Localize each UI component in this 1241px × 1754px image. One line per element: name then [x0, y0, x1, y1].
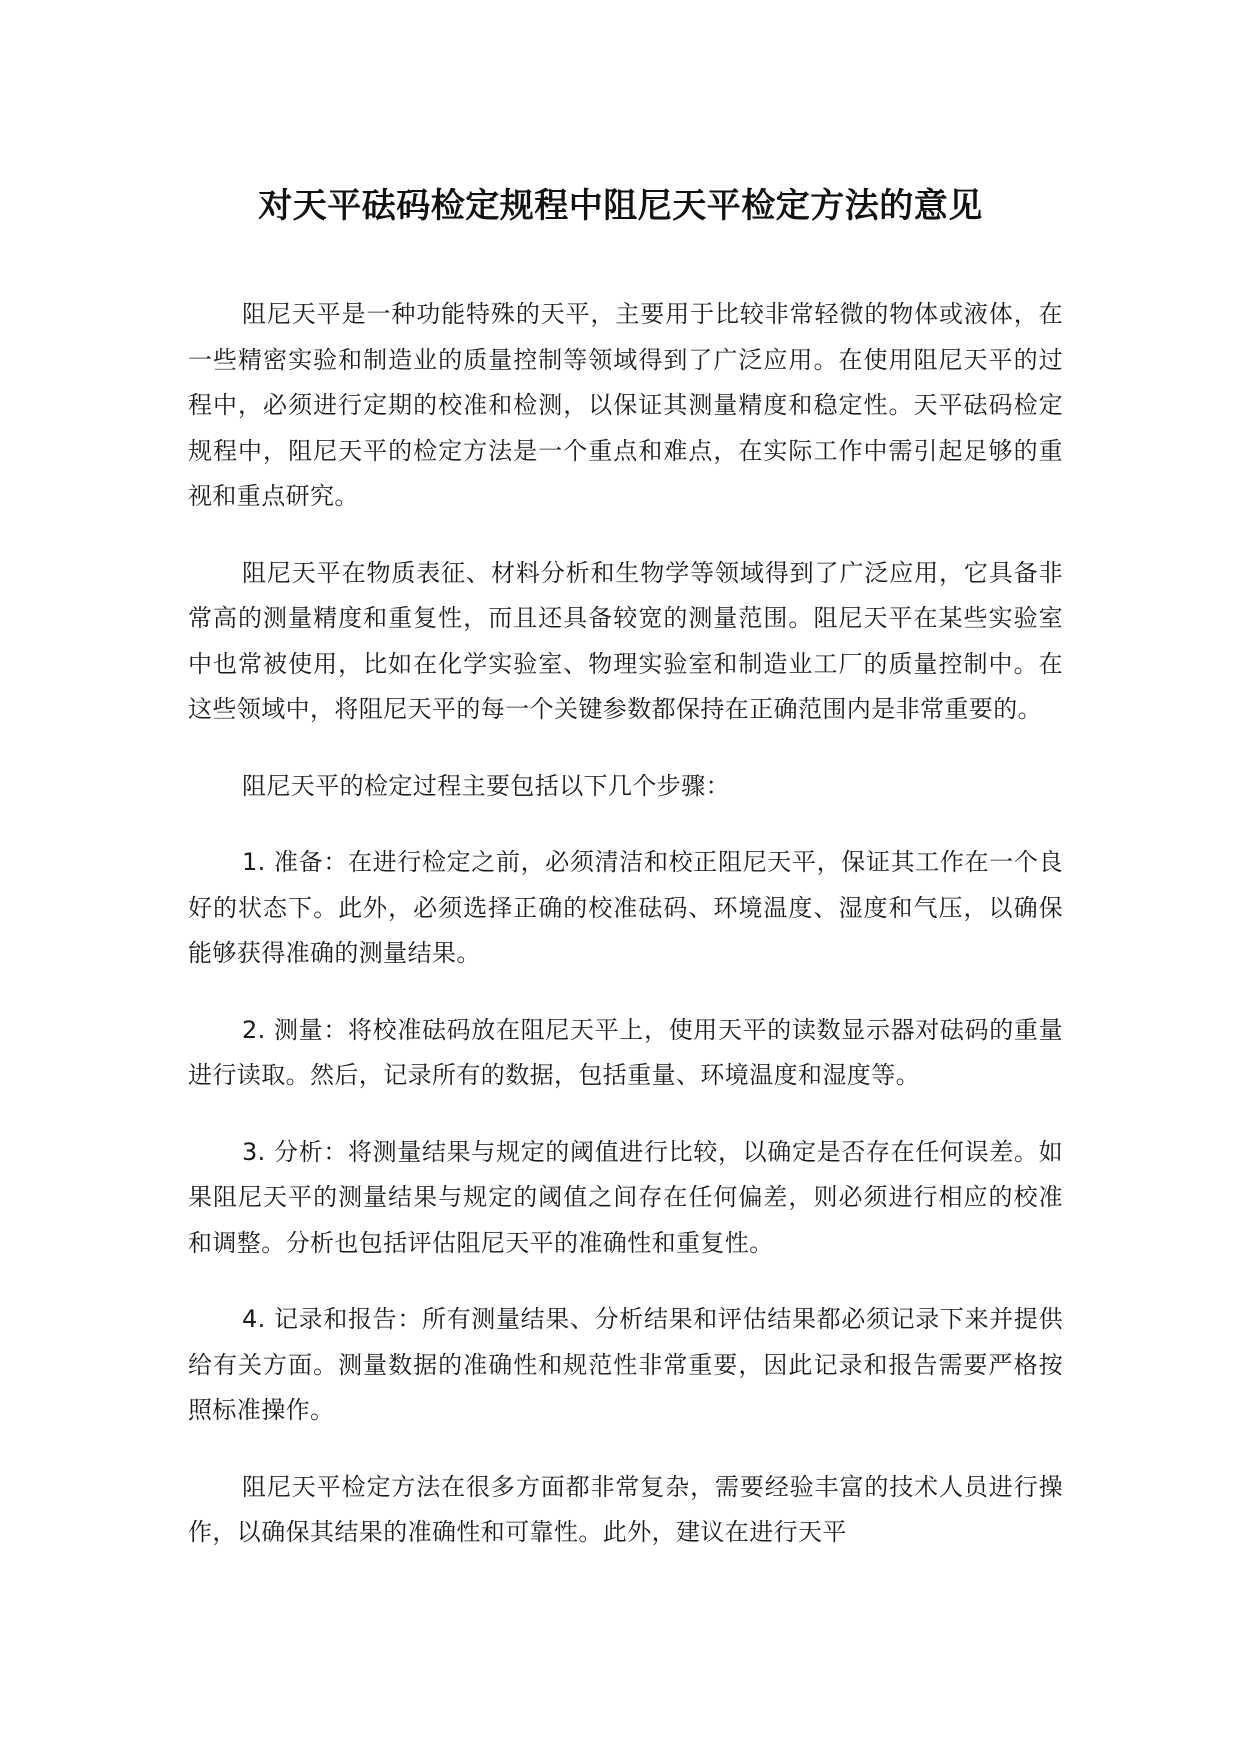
paragraph-step-4: 4. 记录和报告：所有测量结果、分析结果和评估结果都必须记录下来并提供给有关方面。测量数据的准确性和规范性非常重要，因此记录和报告需要严格按照标准操作。 — [188, 1305, 1063, 1424]
paragraph-applications: 阻尼天平在物质表征、材料分析和生物学等领域得到了广泛应用，它具备非常高的测量精度和重复性，而且还具备较宽的测量范围。阻尼天平在某些实验室中也常被使用，比如在化学实验室、物理实验室和制造业工厂的质量控制中。在这些领域中，将阻尼天平的每一个关键参数都保持在正确范围内是非常重要的。 — [188, 558, 1063, 723]
paragraph-step-1: 1. 准备：在进行检定之前，必须清洁和校正阻尼天平，保证其工作在一个良好的状态下。此外，必须选择正确的校准砝码、环境温度、湿度和气压，以确保能够获得准确的测量结果。 — [188, 848, 1063, 967]
paragraph-step-3: 3. 分析：将测量结果与规定的阈值进行比较，以确定是否存在任何误差。如果阻尼天平的测量结果与规定的阈值之间存在任何偏差，则必须进行相应的校准和调整。分析也包括评估阻尼天平的准确性和重复性。 — [188, 1137, 1063, 1257]
document-body — [188, 292, 1063, 1587]
paragraph-conclusion: 阻尼天平检定方法在很多方面都非常复杂，需要经验丰富的技术人员进行操作，以确保其结果的准确性和可靠性。此外，建议在进行天平 — [188, 1472, 1063, 1546]
paragraph-step-2: 2. 测量：将校准砝码放在阻尼天平上，使用天平的读数显示器对砝码的重量进行读取。然后，记录所有的数据，包括重量、环境温度和湿度等。 — [188, 1015, 1063, 1089]
paragraph-steps-intro: 阻尼天平的检定过程主要包括以下几个步骤： — [242, 771, 730, 800]
paragraph-intro: 阻尼天平是一种功能特殊的天平，主要用于比较非常轻微的物体或液体，在一些精密实验和制造业的质量控制等领域得到了广泛应用。在使用阻尼天平的过程中，必须进行定期的校准和检测，以保证其测量精度和稳定性。天平砝码检定规程中，阻尼天平的检定方法是一个重点和难点，在实际工作中需引起足够的重视和重点研究。 — [188, 300, 1063, 510]
document-title: 对天平砝码检定规程中阻尼天平检定方法的意见 — [258, 186, 983, 226]
